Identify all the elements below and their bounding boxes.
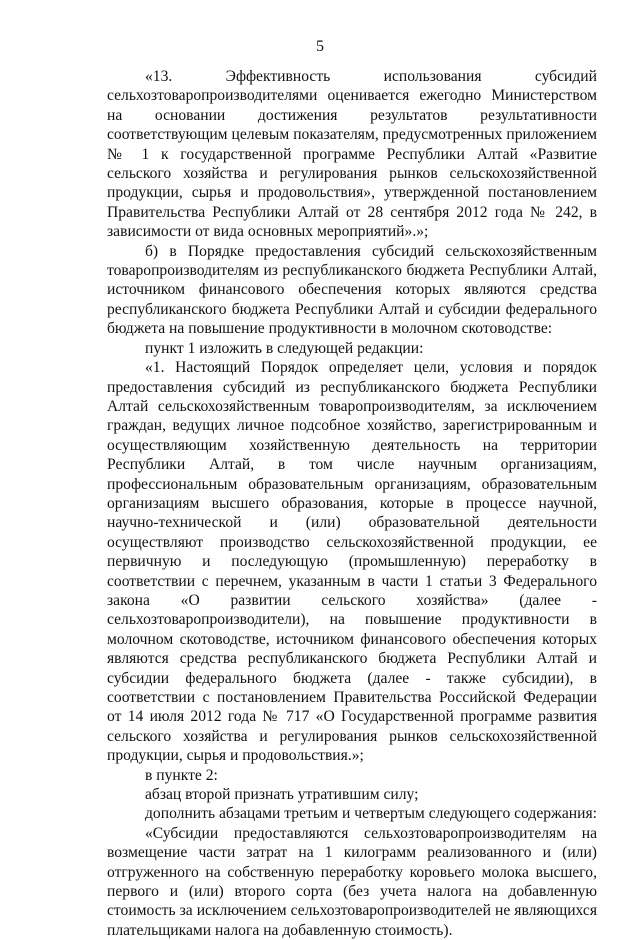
- page-number: 5: [316, 38, 324, 55]
- paragraph-point-1-text: «1. Настоящий Порядок определяет цели, условия и порядок предоставления субсидий из республиканского бюджета Республики Алтай сельскохозяйственным товаропроизводителям, за исключением граждан, ведущих личное подсобное хозяйство, зарегистрированным и осуществляющим хозяйственную деятельность на территории Республики Алтай, в том числе научным организациям, профессиональным образовательным организациям, образовательным организациям высшего образования, которые в процессе научной, научно-технической и (или) образовательной деятельности осуществляют производство сельскохозяйственной продукции, ее первичную и последующую (промышленную) переработку в соответствии с перечнем, указанным в части 1 статьи 3 Федерального закона «О развитии сельского хозяйства» (далее - сельхозтоваропроизводители), на повышение продуктивности в молочном скотоводстве, источником финансового обеспечения которых являются средства республиканского бюджета Республики Алтай и субсидии федерального бюджета (далее - также субсидии), в соответствии с постановлением Правительства Российской Федерации от 14 июля 2012 года № 717 «О Государственной программе развития сельского хозяйства и регулирования рынков сельскохозяйственной продукции, сырья и продовольствия.»;: [107, 359, 597, 765]
- paragraph-subitem-b: б) в Порядке предоставления субсидий сельскохозяйственным товаропроизводителям из республиканского бюджета Республики Алтай, источником финансового обеспечения которых являются средства республиканского бюджета Республики Алтай и субсидии федерального бюджета на повышение продуктивности в молочном скотоводстве:: [107, 242, 597, 338]
- document-body: [107, 67, 597, 940]
- paragraph-subsidies-text: «Субсидии предоставляются сельхозтоваропроизводителям на возмещение части затрат на 1 килограмм реализованного и (или) отгруженного на собственную переработку коровьего молока высшего, первого и (или) второго сорта (без учета налога на добавленную стоимость за исключением сельхозтоваропроизводителей не являющихся плательщиками налога на добавленную стоимость).: [107, 824, 597, 939]
- paragraph-point-1-intro: пункт 1 изложить в следующей редакции:: [145, 339, 424, 357]
- paragraph-add-abzacs: дополнить абзацами третьим и четвертым следующего содержания:: [145, 805, 597, 823]
- paragraph-abzac-2: абзац второй признать утратившим силу;: [145, 786, 419, 804]
- paragraph-point-2-intro: в пункте 2:: [145, 766, 218, 784]
- paragraph-item-13-efficiency: «13. Эффективность использования субсидий сельхозтоваропроизводителями оценивается ежегодно Министерством на основании достижения результатов результативности соответствующим целевым показателям, предусмотренных приложением № 1 к государственной программе Республики Алтай «Развитие сельского хозяйства и регулирования рынков сельскохозяйственной продукции, сырья и продовольствия», утвержденной постановлением Правительства Республики Алтай от 28 сентября 2012 года № 242, в зависимости от вида основных мероприятий».»;: [107, 68, 597, 241]
